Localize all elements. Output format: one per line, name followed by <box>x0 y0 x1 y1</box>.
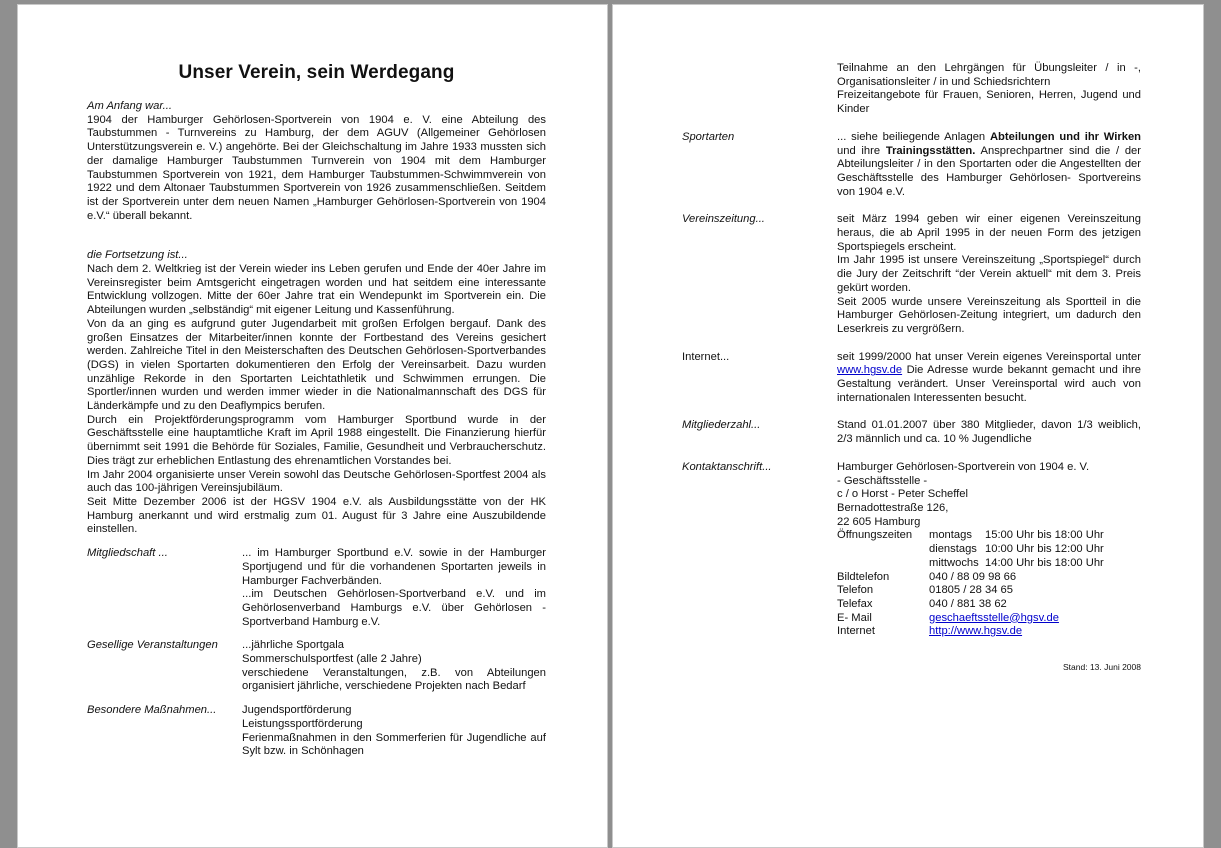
row-line: Im Jahr 1995 ist unsere Vereinszeitung „Sportspiegel“ durch die Jury der Zeitschrift “der Verein aktuell“ mit dem 3. Preis gekürt worden. <box>837 254 1141 294</box>
row-text: und ihre <box>837 144 881 157</box>
hours-day: mittwochs <box>929 556 979 569</box>
opening-hours-label: Öffnungszeiten <box>837 529 913 542</box>
document-page-left <box>17 4 608 848</box>
row-text: seit 1999/2000 hat unser Verein eigenes Vereinsportal unter <box>837 350 1141 363</box>
row-text: Ansprechpartner sind die / der Abteilungsleiter / in den Sportarten oder die Angestellten der Geschäftsstelle des Hamburger Gehörlosen- Sportvereins von 1904 e.V. <box>837 144 1142 198</box>
address-line: c / o Horst - Peter Scheffel <box>837 488 968 501</box>
info-row-mitgliedschaft <box>87 547 546 629</box>
row-value <box>837 213 1141 336</box>
contact-value: 040 / 88 09 98 66 <box>929 570 1017 583</box>
address-line: Hamburger Gehörlosen-Sportverein von 1904 e. V. <box>837 460 1090 473</box>
opening-hours-row <box>837 557 1141 571</box>
section-heading: Am Anfang war... <box>87 100 172 112</box>
paragraph: Seit Mitte Dezember 2006 ist der HGSV 1904 e.V. als Ausbildungsstätte von der HK Hamburg anerkannt und wird erstmalig zum 01. August für 3 Jahre eine Auszubildende einstellen. <box>87 495 546 536</box>
row-label: Sportarten <box>682 130 735 143</box>
row-line: Jugendsportförderung <box>242 704 352 717</box>
row-line: verschiedene Veranstaltungen, z.B. von Abteilungen organisiert jährliche, verschiedene Projekten nach Bedarf <box>242 666 546 693</box>
section-heading: die Fortsetzung ist... <box>87 249 188 262</box>
row-value <box>837 131 1141 200</box>
row-label: Vereinszeitung... <box>682 213 765 226</box>
row-line: ... im Hamburger Sportbund e.V. sowie in der Hamburger Sportjugend und für die vorhandenen Sportarten jeweils in Hamburger Fachverbänden. <box>242 547 546 587</box>
paragraph: Im Jahr 2004 organisierte unser Verein sowohl das Deutsche Gehörlosen-Sportfest 2004 als auch das 100-jährigen Vereinsjubiläum. <box>87 468 546 495</box>
contact-label: Bildtelefon <box>837 570 890 583</box>
paragraph: Durch ein Projektförderungsprogramm vom Hamburger Sportbund wurde in der Geschäftsstelle eine hauptamtliche Kraft im April 1988 eingestellt. Die Finanzierung hierfür übernimmt seit 1991 die Behörde für Soziales, Familie, Gesundheit und Verbraucherschutz. Dies trägt zur erheblichen Entlastung des ehrenamtlichen Vorstandes bei. <box>87 413 546 467</box>
row-line: Sommerschulsportfest (alle 2 Jahre) <box>242 653 422 666</box>
address-line: Bernadottestraße 126, <box>837 501 949 514</box>
contact-value: 01805 / 28 34 65 <box>929 584 1013 597</box>
address-line: - Geschäftsstelle - <box>837 474 928 487</box>
row-label: Internet... <box>682 350 730 363</box>
row-value <box>837 351 1141 406</box>
row-line: Freizeitangebote für Frauen, Senioren, Herren, Jugend und Kinder <box>837 89 1141 116</box>
info-row-veranstaltungen <box>87 639 546 694</box>
row-label: Mitgliedschaft ... <box>87 547 168 560</box>
page-content <box>87 62 546 769</box>
telefon-row <box>837 584 1141 598</box>
info-row-kontakt <box>682 461 1141 639</box>
info-row-mitglieder <box>682 419 1141 446</box>
row-line: seit März 1994 geben wir einer eigenen Vereinszeitung heraus, die ab April 1995 in der neuen Form des jetzigen Sportspiegels erscheint. <box>837 213 1141 253</box>
contact-label: E- Mail <box>837 611 872 624</box>
opening-hours-row <box>837 543 1141 557</box>
date-stamp: Stand: 13. Juni 2008 <box>1063 662 1141 673</box>
row-line: ...jährliche Sportgala <box>242 639 344 652</box>
row-bold-text: Abteilungen und ihr Wirken <box>989 130 1142 143</box>
homepage-link[interactable]: http://www.hgsv.de <box>929 625 1023 638</box>
hours-time: 10:00 Uhr bis 12:00 Uhr <box>985 543 1104 556</box>
paragraph: Nach dem 2. Weltkrieg ist der Verein wieder ins Leben gerufen und Ende der 40er Jahre im Vereinsregister beim Amtsgericht eingetragen worden und hat seitdem eine interessante Entwicklung vollzogen. Mitte der 60er Jahre trat ein Wendepunkt im Sportverein ein. Die Abteilungen wurden „selbständig“ mit eigener Leitung und Kassenführung. <box>87 263 546 317</box>
row-label: Besondere Maßnahmen... <box>87 704 217 717</box>
hours-day: dienstags <box>929 543 977 556</box>
info-row-intro <box>682 62 1141 117</box>
row-line: Teilnahme an den Lehrgängen für Übungsleiter / in -, Organisationsleiter / in und Schiedsrichtern <box>837 62 1141 88</box>
row-value <box>242 704 546 759</box>
email-row <box>837 612 1141 626</box>
contact-label: Internet <box>837 625 875 638</box>
address-line: 22 605 Hamburg <box>837 515 921 528</box>
row-line: ...im Deutschen Gehörlosen-Sportverband e.V. und im Gehörlosenverband Hamburgs e.V. über Gehörlosen - Sportverband Hamburg e.V. <box>242 588 546 628</box>
internet-row <box>837 625 1141 639</box>
contact-label: Telefax <box>837 597 873 610</box>
document-page-right <box>612 4 1204 848</box>
info-row-internet <box>682 351 1141 406</box>
email-link[interactable]: geschaeftsstelle@hgsv.de <box>929 611 1059 624</box>
info-row-sportarten <box>682 131 1141 200</box>
paragraph: 1904 der Hamburger Gehörlosen-Sportverein von 1904 e. V. eine Abteilung des Taubstummen - Turnvereins zu Hamburg, der dem AGUV (Allgemeiner Gehörlosen Unterstützungsverein e. V.) angehörte. Bei der Gleichschaltung im Jahre 1933 mussten sich der damalige Hamburger Taubstummen Turnverein von 1904 mit dem Hamburger Taubstummen Sportverein von 1921, dem Hamburger Taubstummen-Schwimmverein von 1922 und dem Altonaer Taubstummen Sportverein von 1926 zusammenschließen. Seitdem ist der Sportverein unter dem neuen Namen „Hamburger Gehörlosen-Sportverein von 1904 e.V.“ überall bekannt. <box>87 113 546 222</box>
hours-day: montags <box>929 529 972 542</box>
row-value <box>837 62 1141 117</box>
row-label: Kontaktanschrift... <box>682 460 772 473</box>
row-bold-text: Trainingsstätten. <box>885 144 976 157</box>
page-content <box>682 62 1141 675</box>
contact-label: Telefon <box>837 584 874 597</box>
hours-time: 14:00 Uhr bis 18:00 Uhr <box>985 556 1104 569</box>
row-value <box>242 547 546 629</box>
hours-time: 15:00 Uhr bis 18:00 Uhr <box>985 529 1104 542</box>
paragraph: Von da an ging es aufgrund guter Jugendarbeit mit großen Erfolgen bergauf. Dank des großen Einsatzes der Mitarbeiter/innen konnte der Fortbestand des Vereins gesichert werden. Zahlreiche Titel in den Meisterschaften des Deutschen Gehörlosen-Sportverbandes (DGS) in vielen Sportarten dokumentieren den Erfolg der Vereinsarbeit. Dazu wurden unzählige Rekorde in den Sportarten Leichtathletik und Schwimmen errungen. Die Sportler/innen wurden und werden immer wieder in die Nationalmannschaft des DGS für Länderkämpfe und zu den Deaflympics berufen. <box>87 317 546 413</box>
bildtelefon-row <box>837 571 1141 585</box>
website-link[interactable]: www.hgsv.de <box>837 364 903 377</box>
telefax-row <box>837 598 1141 612</box>
row-text: ... siehe beiliegende Anlagen <box>837 130 986 143</box>
contact-block <box>837 461 1141 639</box>
opening-hours-row <box>837 529 1141 543</box>
info-row-vereinszeitung <box>682 213 1141 336</box>
row-line: Leistungssportförderung <box>242 717 363 730</box>
info-row-massnahmen <box>87 704 546 759</box>
row-line: Ferienmaßnahmen in den Sommerferien für Jugendliche auf Sylt bzw. in Schönhagen <box>242 731 546 758</box>
row-text: Die Adresse wurde bekannt gemacht und ihre Gestaltung verändert. Unser Vereinsportal wird auch von internationalen Interessenten besucht. <box>837 364 1142 404</box>
row-value: Stand 01.01.2007 über 380 Mitglieder, davon 1/3 weiblich, 2/3 männlich und ca. 10 % Jugendliche <box>837 419 1141 446</box>
row-value <box>242 639 546 694</box>
row-label: Gesellige Veranstaltungen <box>87 639 218 652</box>
contact-value: 040 / 881 38 62 <box>929 597 1007 610</box>
row-line: Seit 2005 wurde unsere Vereinszeitung als Sportteil in die Hamburger Gehörlosen-Zeitung integriert, um dadurch den Leserkreis zu vergrößern. <box>837 295 1141 335</box>
page-title: Unser Verein, sein Werdegang <box>178 62 455 83</box>
row-label: Mitgliederzahl... <box>682 419 761 432</box>
